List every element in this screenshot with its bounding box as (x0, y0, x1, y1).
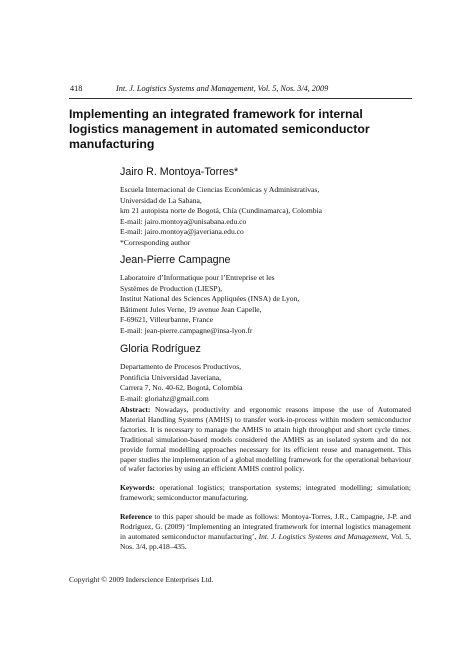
corresponding-note: *Corresponding author (120, 237, 191, 247)
affiliation-line: Laboratoire d’Informatique pour l’Entreprise et les (120, 273, 275, 282)
journal-citation: Int. J. Logistics Systems and Management, Vol. 5, Nos. 3/4, 2009 (116, 84, 329, 93)
author-block-1 (120, 166, 420, 248)
affiliation-line: Bâtiment Jules Verne, 19 avenue Jean Capelle, (120, 304, 262, 314)
author-name: Jairo R. Montoya-Torres* (120, 166, 239, 178)
copyright-notice: Copyright © 2009 Inderscience Enterprises Ltd. (69, 575, 214, 584)
author-affiliation (120, 185, 420, 248)
page-number: 418 (70, 84, 83, 93)
reference-text-end: , Vol. 5, Nos. 3/4, pp.418–435. (120, 531, 411, 551)
abstract-paragraph (120, 405, 411, 474)
email-line: E-mail: jean-pierre.campagne@insa-lyon.fr (120, 325, 253, 335)
affiliation-line: Pontificia Universidad Javeriana, (120, 372, 222, 382)
author-name: Jean-Pierre Campagne (120, 254, 231, 266)
affiliation-line: F-69621, Villeurbanne, France (120, 315, 214, 324)
affiliation-line: Universidad de La Sabana, (120, 195, 202, 205)
reference-label: Reference (120, 512, 152, 522)
author-block-2 (120, 254, 420, 336)
affiliation-line: Institut National des Sciences Appliquées (INSA) de Lyon, (120, 294, 300, 303)
affiliation-line: km 21 autopista norte de Bogotá, Chía (Cundinamarca), Colombia (120, 206, 323, 215)
affiliation-line: Departamento de Procesos Productivos, (120, 362, 242, 371)
email-line: E-mail: jairo.montoya@javeriana.edu.co (120, 227, 244, 236)
keywords-label: Keywords: (120, 483, 155, 493)
author-affiliation (120, 362, 420, 404)
keywords-paragraph (120, 483, 411, 503)
author-affiliation (120, 273, 420, 336)
affiliation-line: Systèmes de Production (LIESP), (120, 283, 223, 293)
abstract-section (120, 405, 411, 561)
paper-title: Implementing an integrated framework for internal logistics management in automated semiconductor manufacturing (69, 107, 370, 152)
reference-journal: Int. J. Logistics Systems and Management (258, 531, 387, 541)
header-rule (69, 98, 412, 99)
email-line: E-mail: jairo.montoya@unisabana.edu.co (120, 216, 247, 226)
affiliation-line: Carrera 7, No. 40-62, Bogotá, Colombia (120, 383, 243, 392)
author-block-3 (120, 343, 420, 404)
reference-paragraph (120, 512, 411, 552)
abstract-label: Abstract: (120, 405, 151, 414)
affiliation-line: Escuela Internacional de Ciencias Económicas y Administrativas, (120, 185, 320, 194)
running-head (70, 84, 410, 93)
keywords-text: operational logistics; transportation systems; integrated modelling; simulation; framework; semiconductor manufacturing. (120, 483, 412, 503)
email-line: E-mail: gloriahz@gmail.com (120, 393, 209, 403)
reference-text: to this paper should be made as follows: Montoya-Torres, J.R., Campagne, J-P. and Rodríguez, G. (2009) ‘Implementing an integrated framework for internal logistics management in automated semiconductor manufacturing’, (120, 512, 412, 541)
author-name: Gloria Rodríguez (120, 343, 201, 355)
abstract-text: Nowadays, productivity and ergonomic reasons impose the use of Automated Material Handling Systems (AMHS) to transfer work-in-process within modern semiconductor factories. It is necessary to manage the AMHS to attain high throughput and short cycle times. Traditional simulation-based models considered the AMHS as an isolated system and do not provide formal modelling approaches necessary for its efficient reuse and management. This paper studies the implementation of a global modelling framework for the operational behaviour of wafer factories by using an efficient AMHS control policy. (120, 405, 411, 474)
